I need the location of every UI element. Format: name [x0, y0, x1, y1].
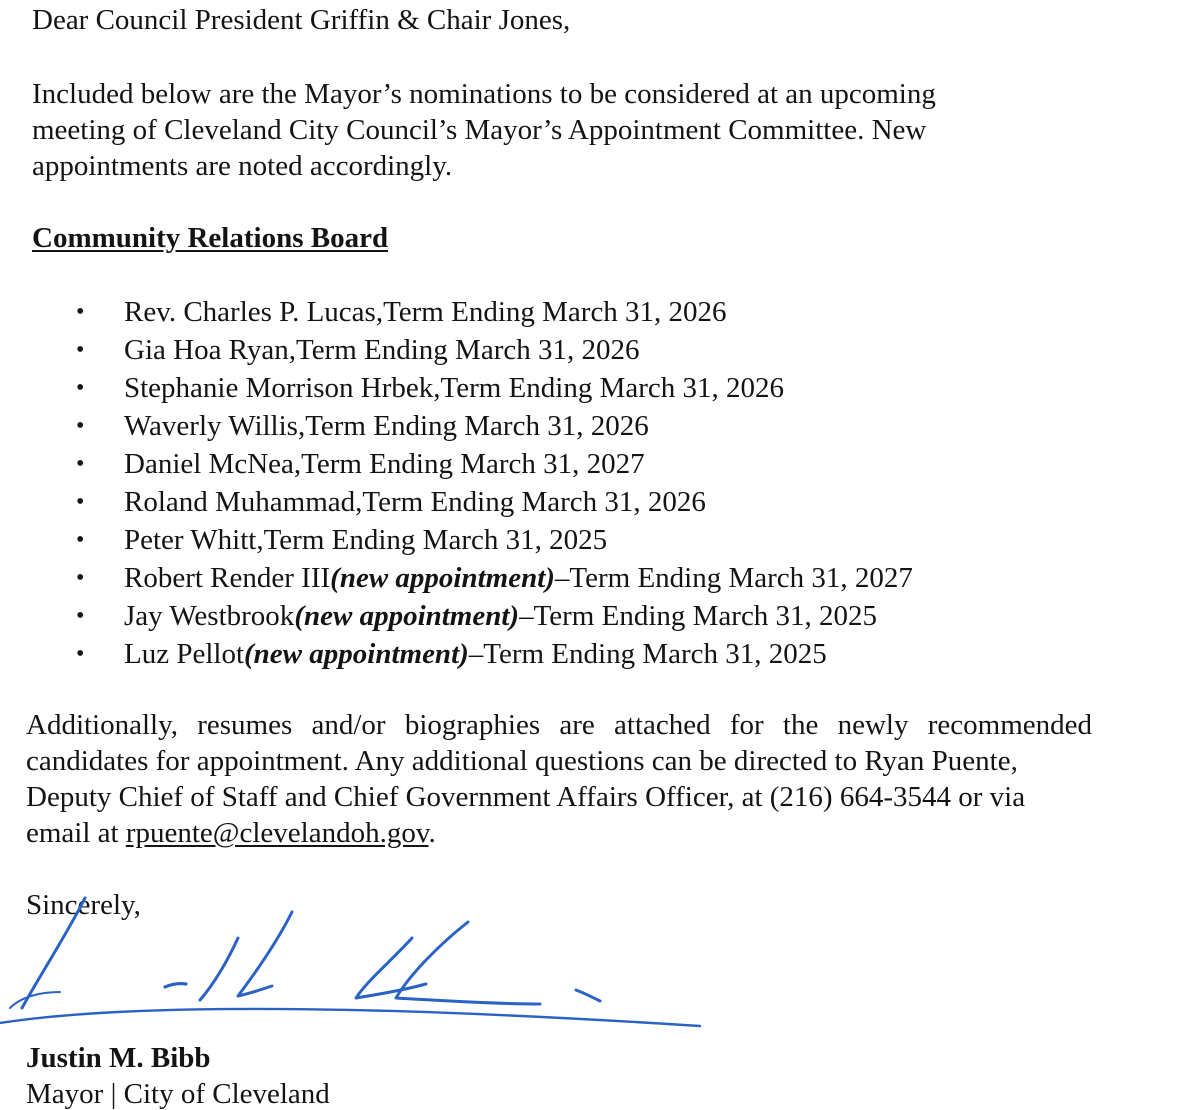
signature-stroke — [0, 1009, 700, 1026]
nominee-term: Term Ending March 31, 2026 — [296, 334, 640, 366]
board-heading: Community Relations Board — [32, 222, 389, 254]
nominee-name: Robert Render III — [124, 562, 331, 594]
bullet-icon: • — [76, 641, 85, 667]
nominee-separator: , — [288, 334, 296, 366]
new-appointment-tag: (new appointment) — [330, 562, 555, 594]
intro-line: appointments are noted accordingly. — [32, 150, 453, 182]
nominee-separator: , — [293, 448, 302, 480]
nominee-separator: , — [297, 410, 306, 442]
signature-stroke — [10, 992, 60, 1008]
signature-stroke — [238, 912, 292, 996]
nominee-name: Jay Westbrook — [124, 600, 295, 632]
closing-line: Additionally, resumes and/or biographies are attached for the newly recommended — [26, 709, 1092, 741]
nominee-item — [76, 369, 913, 407]
email-suffix: . — [428, 817, 436, 849]
email-prefix: email at — [26, 817, 126, 849]
nominee-item — [76, 293, 913, 331]
nominee-name: Gia Hoa Ryan — [124, 334, 289, 366]
email-link[interactable]: rpuente@clevelandoh.gov — [125, 817, 429, 849]
nominee-separator: , — [375, 296, 384, 328]
bullet-icon: • — [76, 489, 85, 515]
intro-paragraph — [32, 76, 1102, 184]
nominee-separator: , — [433, 372, 441, 404]
bullet-icon: • — [76, 527, 85, 553]
nominee-item — [76, 407, 913, 445]
nominee-separator: , — [256, 524, 264, 556]
nominee-list — [76, 293, 913, 673]
nominee-term: Term Ending March 31, 2027 — [569, 562, 913, 594]
nominee-term: Term Ending March 31, 2027 — [301, 448, 645, 480]
signoff: Sincerely, — [26, 889, 141, 921]
nominee-name: Waverly Willis — [124, 410, 298, 442]
nominee-separator: – — [554, 562, 570, 594]
closing-line: candidates for appointment. Any additional questions can be directed to Ryan Puente, — [26, 745, 1018, 777]
signer-title: Mayor | City of Cleveland — [26, 1078, 330, 1110]
bullet-icon: • — [76, 337, 85, 363]
nominee-item — [76, 635, 913, 673]
closing-line: Deputy Chief of Staff and Chief Government Affairs Officer, at (216) 664-3544 or via — [26, 781, 1026, 813]
nominee-separator: , — [355, 486, 363, 518]
nominee-term: Term Ending March 31, 2025 — [263, 524, 608, 556]
intro-line: Included below are the Mayor’s nominations to be considered at an upcoming — [32, 78, 936, 110]
nominee-name: Daniel McNea — [124, 448, 294, 480]
nominee-separator: – — [468, 638, 484, 670]
nominee-item — [76, 559, 913, 597]
signature-stroke — [396, 922, 540, 1004]
nominee-name: Roland Muhammad — [124, 486, 356, 518]
nominee-name: Stephanie Morrison Hrbek — [124, 372, 434, 404]
bullet-icon: • — [76, 413, 85, 439]
intro-line: meeting of Cleveland City Council’s Mayor’s Appointment Committee. New — [32, 114, 927, 146]
nominee-item — [76, 597, 913, 635]
signer-name: Justin M. Bibb — [26, 1042, 211, 1074]
signature-stroke — [200, 938, 238, 1000]
nominee-term: Term Ending March 31, 2025 — [483, 638, 827, 670]
signature-stroke — [576, 990, 600, 1001]
nominee-term: Term Ending March 31, 2026 — [383, 296, 727, 328]
nominee-term: Term Ending March 31, 2025 — [533, 600, 878, 632]
nominee-name: Rev. Charles P. Lucas — [124, 296, 376, 328]
bullet-icon: • — [76, 603, 85, 629]
nominee-name: Peter Whitt — [124, 524, 257, 556]
bullet-icon: • — [76, 375, 85, 401]
new-appointment-tag: (new appointment) — [294, 600, 520, 632]
signature-image — [0, 880, 740, 1050]
nominee-term: Term Ending March 31, 2026 — [440, 372, 785, 404]
signature-stroke — [356, 938, 426, 998]
bullet-icon: • — [76, 451, 85, 477]
nominee-separator: – — [519, 600, 534, 632]
nominee-item — [76, 445, 913, 483]
closing-paragraph — [26, 707, 1092, 851]
email-line — [26, 815, 1092, 851]
nominee-item — [76, 521, 913, 559]
nominee-term: Term Ending March 31, 2026 — [362, 486, 706, 518]
new-appointment-tag: (new appointment) — [244, 638, 469, 670]
nominee-term: Term Ending March 31, 2026 — [305, 410, 649, 442]
bullet-icon: • — [76, 565, 85, 591]
nominee-name: Luz Pellot — [124, 638, 245, 670]
signature-stroke — [165, 984, 186, 987]
nominee-item — [76, 331, 913, 369]
salutation: Dear Council President Griffin & Chair Jones, — [32, 4, 571, 36]
nominee-item — [76, 483, 913, 521]
bullet-icon: • — [76, 299, 85, 325]
